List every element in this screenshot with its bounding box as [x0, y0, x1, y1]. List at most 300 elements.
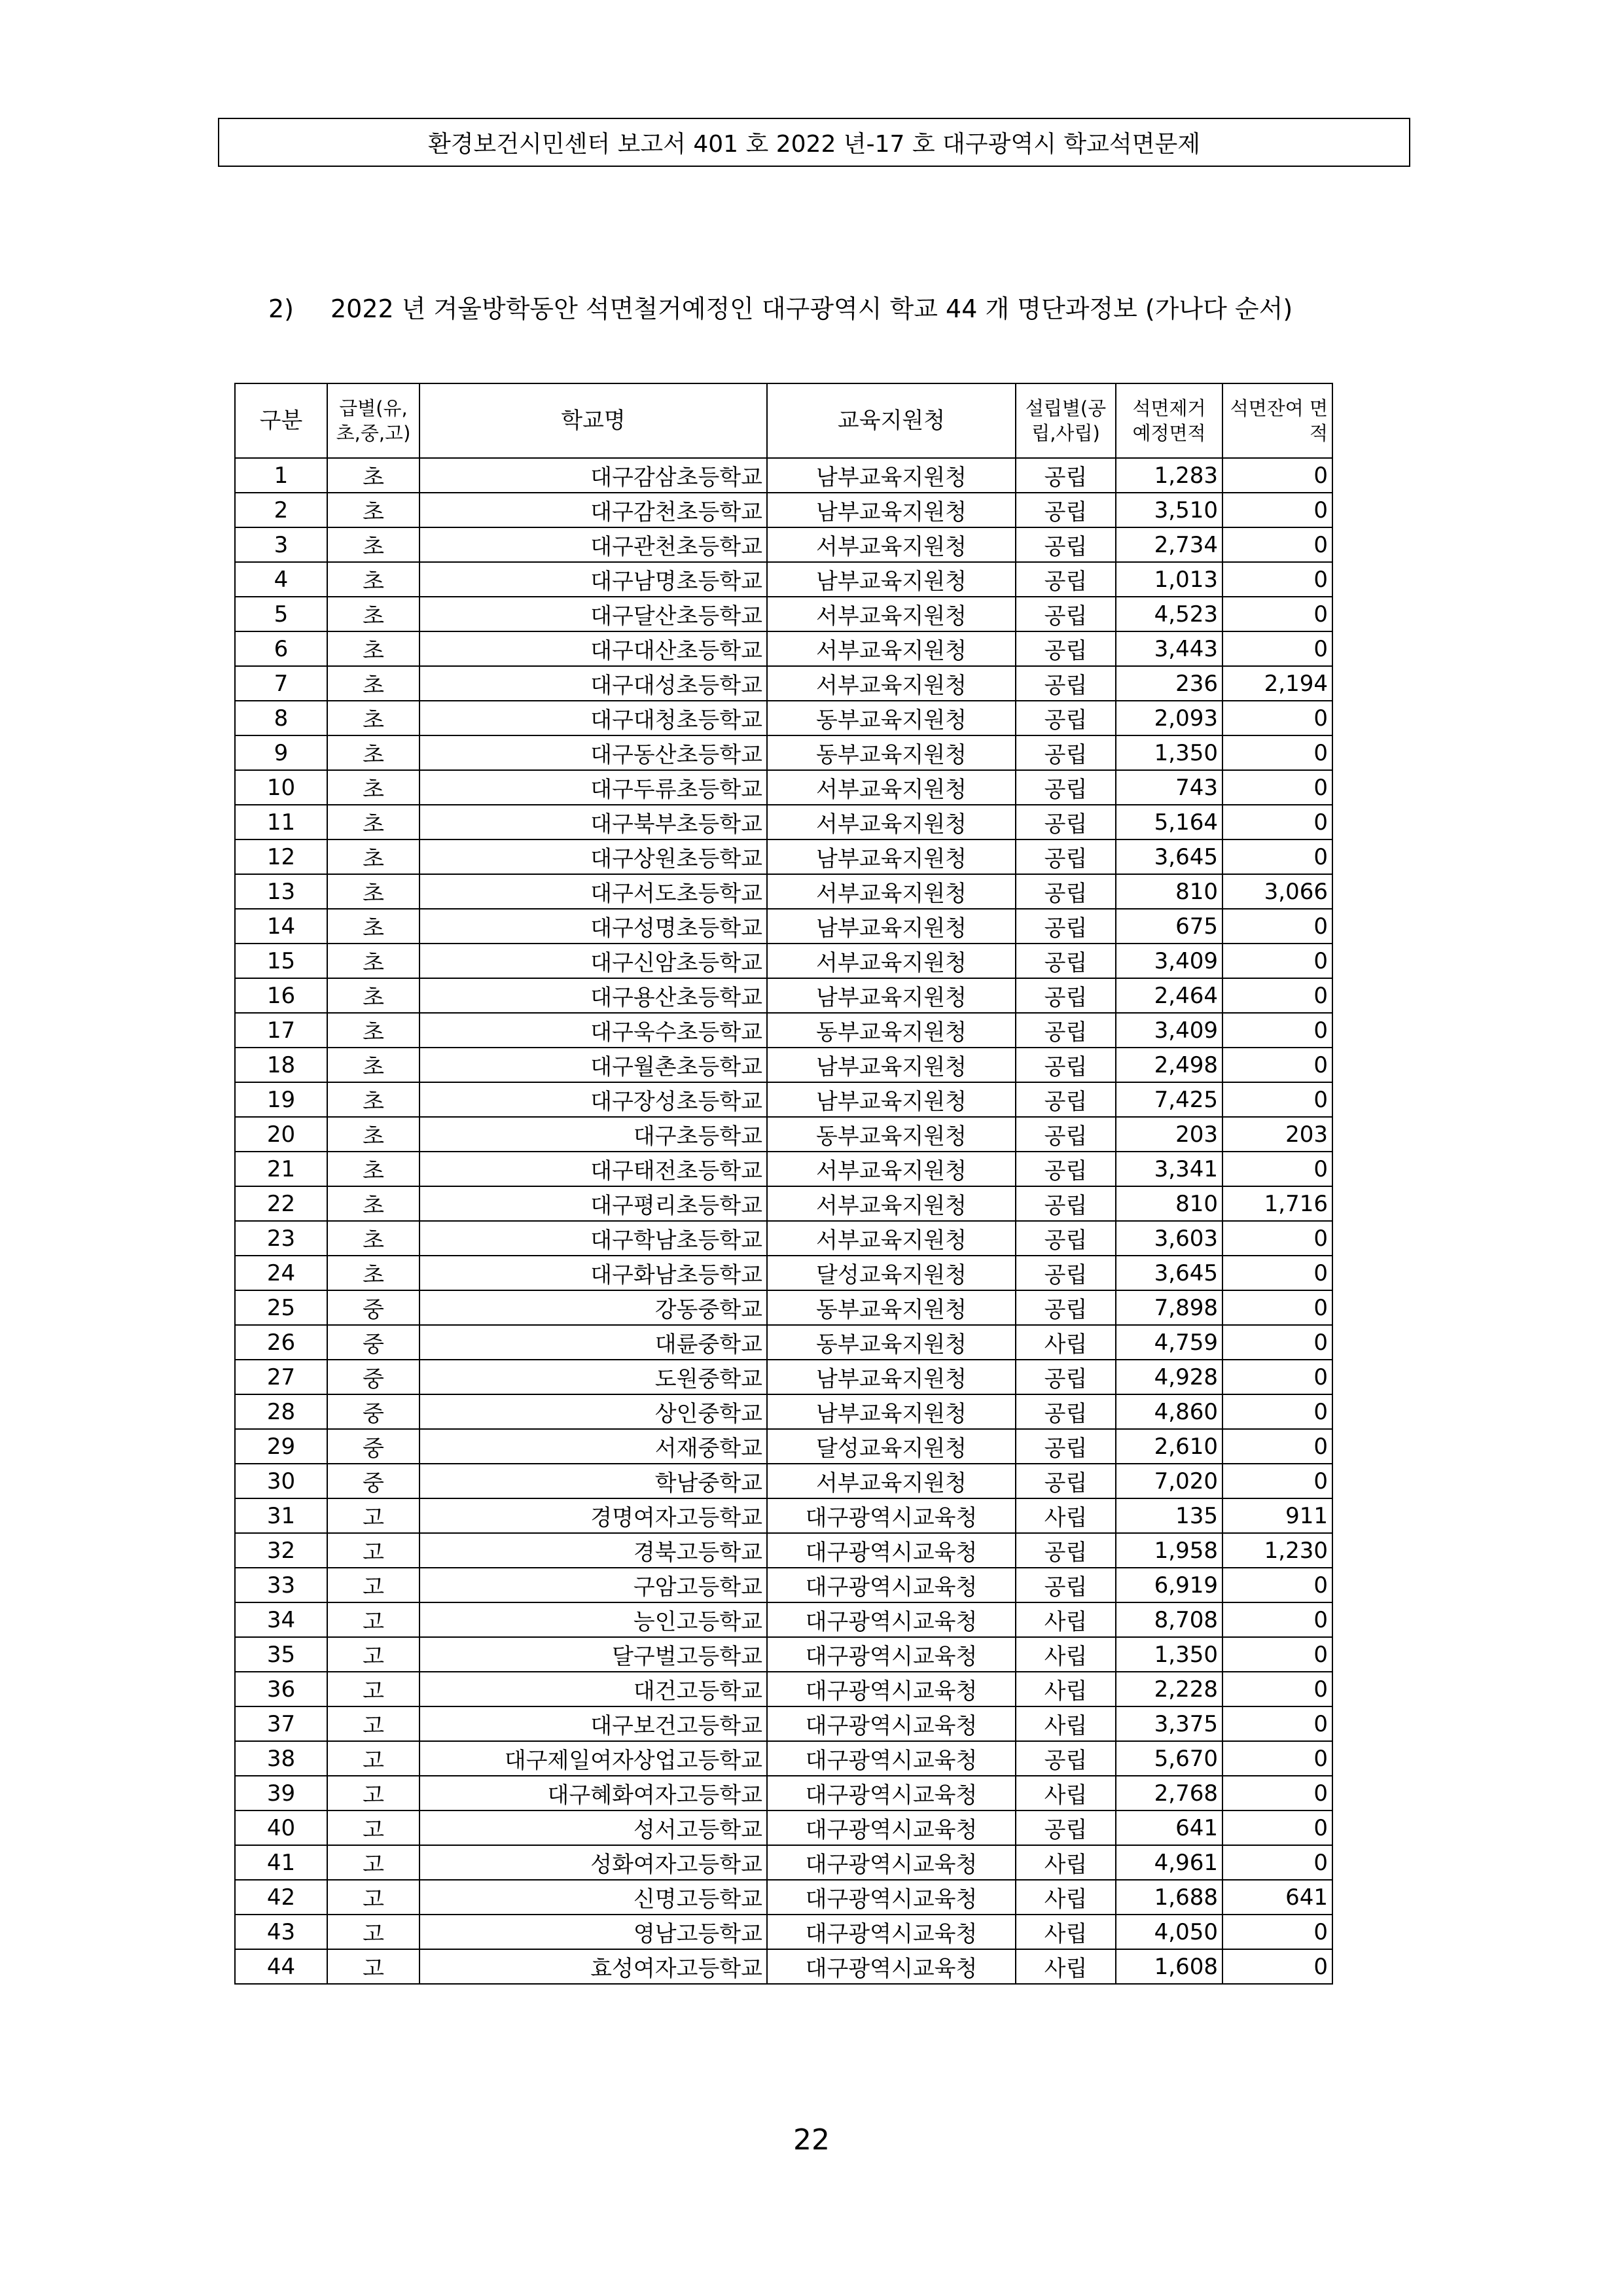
school-name-cell: 대륜중학교	[419, 1325, 767, 1360]
row-number-cell: 31	[235, 1498, 327, 1533]
founding-type-cell: 공립	[1016, 1464, 1116, 1498]
school-name-cell: 구암고등학교	[419, 1568, 767, 1602]
founding-type-cell: 공립	[1016, 493, 1116, 527]
school-level-cell: 중	[327, 1394, 419, 1429]
row-number-cell: 3	[235, 527, 327, 562]
education-office-cell: 남부교육지원청	[767, 1360, 1016, 1394]
remaining-area-cell: 641	[1222, 1880, 1332, 1915]
school-level-cell: 초	[327, 978, 419, 1013]
removal-area-cell: 1,013	[1116, 562, 1222, 597]
founding-type-cell: 공립	[1016, 944, 1116, 978]
school-level-cell: 고	[327, 1915, 419, 1949]
remaining-area-cell: 2,194	[1222, 666, 1332, 701]
remaining-area-cell: 0	[1222, 1394, 1332, 1429]
row-number-cell: 12	[235, 839, 327, 874]
education-office-cell: 대구광역시교육청	[767, 1637, 1016, 1672]
education-office-cell: 남부교육지원청	[767, 562, 1016, 597]
school-level-cell: 고	[327, 1672, 419, 1706]
school-level-cell: 고	[327, 1810, 419, 1845]
page-number: 22	[793, 2123, 830, 2157]
school-name-cell: 대구감삼초등학교	[419, 458, 767, 493]
header-level: 급별(유,초,중,고)	[327, 383, 419, 458]
table-row	[235, 909, 1332, 944]
school-level-cell: 중	[327, 1464, 419, 1498]
row-number-cell: 9	[235, 735, 327, 770]
founding-type-cell: 공립	[1016, 527, 1116, 562]
row-number-cell: 18	[235, 1048, 327, 1082]
education-office-cell: 서부교육지원청	[767, 631, 1016, 666]
school-name-cell: 대구대청초등학교	[419, 701, 767, 735]
school-level-cell: 고	[327, 1776, 419, 1810]
school-level-cell: 초	[327, 805, 419, 839]
education-office-cell: 서부교육지원청	[767, 874, 1016, 909]
remaining-area-cell: 0	[1222, 1706, 1332, 1741]
removal-area-cell: 3,443	[1116, 631, 1222, 666]
school-level-cell: 초	[327, 1186, 419, 1221]
table-row	[235, 1082, 1332, 1117]
school-level-cell: 초	[327, 1152, 419, 1186]
remaining-area-cell: 0	[1222, 701, 1332, 735]
founding-type-cell: 공립	[1016, 978, 1116, 1013]
school-name-cell: 달구벌고등학교	[419, 1637, 767, 1672]
table-row	[235, 1464, 1332, 1498]
removal-area-cell: 4,961	[1116, 1845, 1222, 1880]
education-office-cell: 남부교육지원청	[767, 839, 1016, 874]
removal-area-cell: 5,164	[1116, 805, 1222, 839]
education-office-cell: 동부교육지원청	[767, 735, 1016, 770]
removal-area-cell: 1,608	[1116, 1949, 1222, 1984]
founding-type-cell: 사립	[1016, 1915, 1116, 1949]
founding-type-cell: 공립	[1016, 458, 1116, 493]
education-office-cell: 대구광역시교육청	[767, 1741, 1016, 1776]
removal-area-cell: 2,768	[1116, 1776, 1222, 1810]
table-row	[235, 1117, 1332, 1152]
school-name-cell: 대구감천초등학교	[419, 493, 767, 527]
removal-area-cell: 4,523	[1116, 597, 1222, 631]
founding-type-cell: 사립	[1016, 1880, 1116, 1915]
school-name-cell: 경북고등학교	[419, 1533, 767, 1568]
founding-type-cell: 공립	[1016, 1810, 1116, 1845]
founding-type-cell: 공립	[1016, 1082, 1116, 1117]
school-level-cell: 고	[327, 1498, 419, 1533]
removal-area-cell: 4,759	[1116, 1325, 1222, 1360]
table-row	[235, 944, 1332, 978]
school-name-cell: 대구두류초등학교	[419, 770, 767, 805]
row-number-cell: 40	[235, 1810, 327, 1845]
row-number-cell: 28	[235, 1394, 327, 1429]
row-number-cell: 33	[235, 1568, 327, 1602]
founding-type-cell: 공립	[1016, 805, 1116, 839]
school-name-cell: 서재중학교	[419, 1429, 767, 1464]
remaining-area-cell: 0	[1222, 1048, 1332, 1082]
removal-area-cell: 6,919	[1116, 1568, 1222, 1602]
removal-area-cell: 810	[1116, 874, 1222, 909]
founding-type-cell: 사립	[1016, 1672, 1116, 1706]
row-number-cell: 17	[235, 1013, 327, 1048]
school-name-cell: 능인고등학교	[419, 1602, 767, 1637]
school-name-cell: 대구장성초등학교	[419, 1082, 767, 1117]
founding-type-cell: 공립	[1016, 1533, 1116, 1568]
founding-type-cell: 공립	[1016, 1186, 1116, 1221]
school-name-cell: 효성여자고등학교	[419, 1949, 767, 1984]
founding-type-cell: 공립	[1016, 631, 1116, 666]
row-number-cell: 13	[235, 874, 327, 909]
education-office-cell: 대구광역시교육청	[767, 1568, 1016, 1602]
header-type: 설립별(공립,사립)	[1016, 383, 1116, 458]
education-office-cell: 서부교육지원청	[767, 944, 1016, 978]
row-number-cell: 23	[235, 1221, 327, 1256]
removal-area-cell: 4,050	[1116, 1915, 1222, 1949]
school-level-cell: 초	[327, 1048, 419, 1082]
school-name-cell: 대구보건고등학교	[419, 1706, 767, 1741]
education-office-cell: 서부교육지원청	[767, 1186, 1016, 1221]
school-name-cell: 대구달산초등학교	[419, 597, 767, 631]
founding-type-cell: 사립	[1016, 1498, 1116, 1533]
removal-area-cell: 1,350	[1116, 1637, 1222, 1672]
remaining-area-cell: 0	[1222, 493, 1332, 527]
section-number: 2)	[268, 294, 294, 323]
school-name-cell: 대구월촌초등학교	[419, 1048, 767, 1082]
row-number-cell: 25	[235, 1290, 327, 1325]
education-office-cell: 대구광역시교육청	[767, 1498, 1016, 1533]
school-level-cell: 고	[327, 1706, 419, 1741]
table-header-row	[235, 383, 1332, 458]
founding-type-cell: 공립	[1016, 701, 1116, 735]
education-office-cell: 달성교육지원청	[767, 1429, 1016, 1464]
education-office-cell: 서부교육지원청	[767, 666, 1016, 701]
table-row	[235, 978, 1332, 1013]
school-level-cell: 고	[327, 1637, 419, 1672]
school-name-cell: 대구서도초등학교	[419, 874, 767, 909]
education-office-cell: 동부교육지원청	[767, 701, 1016, 735]
remaining-area-cell: 0	[1222, 458, 1332, 493]
education-office-cell: 동부교육지원청	[767, 1325, 1016, 1360]
table-row	[235, 562, 1332, 597]
education-office-cell: 대구광역시교육청	[767, 1810, 1016, 1845]
row-number-cell: 7	[235, 666, 327, 701]
school-name-cell: 신명고등학교	[419, 1880, 767, 1915]
removal-area-cell: 3,603	[1116, 1221, 1222, 1256]
row-number-cell: 4	[235, 562, 327, 597]
founding-type-cell: 공립	[1016, 770, 1116, 805]
removal-area-cell: 3,341	[1116, 1152, 1222, 1186]
school-name-cell: 대구용산초등학교	[419, 978, 767, 1013]
table-row	[235, 805, 1332, 839]
school-level-cell: 초	[327, 1013, 419, 1048]
row-number-cell: 42	[235, 1880, 327, 1915]
removal-area-cell: 810	[1116, 1186, 1222, 1221]
education-office-cell: 남부교육지원청	[767, 493, 1016, 527]
table-row	[235, 1186, 1332, 1221]
school-table-wrapper	[234, 383, 1333, 1985]
table-row	[235, 1256, 1332, 1290]
education-office-cell: 남부교육지원청	[767, 978, 1016, 1013]
table-row	[235, 1949, 1332, 1984]
school-name-cell: 대건고등학교	[419, 1672, 767, 1706]
school-name-cell: 대구대산초등학교	[419, 631, 767, 666]
founding-type-cell: 공립	[1016, 909, 1116, 944]
row-number-cell: 32	[235, 1533, 327, 1568]
row-number-cell: 22	[235, 1186, 327, 1221]
row-number-cell: 35	[235, 1637, 327, 1672]
table-row	[235, 1845, 1332, 1880]
remaining-area-cell: 0	[1222, 1325, 1332, 1360]
row-number-cell: 44	[235, 1949, 327, 1984]
table-row	[235, 839, 1332, 874]
removal-area-cell: 3,409	[1116, 1013, 1222, 1048]
remaining-area-cell: 0	[1222, 1845, 1332, 1880]
table-row	[235, 1915, 1332, 1949]
remaining-area-cell: 0	[1222, 1429, 1332, 1464]
removal-area-cell: 2,228	[1116, 1672, 1222, 1706]
school-name-cell: 대구제일여자상업고등학교	[419, 1741, 767, 1776]
removal-area-cell: 236	[1116, 666, 1222, 701]
remaining-area-cell: 1,716	[1222, 1186, 1332, 1221]
table-row	[235, 1880, 1332, 1915]
table-row	[235, 1360, 1332, 1394]
row-number-cell: 21	[235, 1152, 327, 1186]
removal-area-cell: 2,610	[1116, 1429, 1222, 1464]
removal-area-cell: 203	[1116, 1117, 1222, 1152]
education-office-cell: 대구광역시교육청	[767, 1533, 1016, 1568]
school-name-cell: 성서고등학교	[419, 1810, 767, 1845]
table-row	[235, 1325, 1332, 1360]
removal-area-cell: 2,734	[1116, 527, 1222, 562]
remaining-area-cell: 0	[1222, 978, 1332, 1013]
remaining-area-cell: 0	[1222, 735, 1332, 770]
table-row	[235, 527, 1332, 562]
row-number-cell: 38	[235, 1741, 327, 1776]
section-title: 2022 년 겨울방학동안 석면철거예정인 대구광역시 학교 44 개 명단과정보 (가나다 순서)	[330, 294, 1293, 323]
school-level-cell: 초	[327, 458, 419, 493]
school-level-cell: 중	[327, 1290, 419, 1325]
remaining-area-cell: 0	[1222, 562, 1332, 597]
school-name-cell: 상인중학교	[419, 1394, 767, 1429]
remaining-area-cell: 0	[1222, 909, 1332, 944]
school-name-cell: 대구성명초등학교	[419, 909, 767, 944]
school-name-cell: 대구신암초등학교	[419, 944, 767, 978]
remaining-area-cell: 0	[1222, 1810, 1332, 1845]
removal-area-cell: 1,283	[1116, 458, 1222, 493]
removal-area-cell: 135	[1116, 1498, 1222, 1533]
row-number-cell: 29	[235, 1429, 327, 1464]
row-number-cell: 1	[235, 458, 327, 493]
header-school: 학교명	[419, 383, 767, 458]
founding-type-cell: 공립	[1016, 1360, 1116, 1394]
education-office-cell: 대구광역시교육청	[767, 1706, 1016, 1741]
row-number-cell: 34	[235, 1602, 327, 1637]
education-office-cell: 대구광역시교육청	[767, 1776, 1016, 1810]
school-name-cell: 대구혜화여자고등학교	[419, 1776, 767, 1810]
school-name-cell: 대구남명초등학교	[419, 562, 767, 597]
school-level-cell: 고	[327, 1845, 419, 1880]
school-level-cell: 초	[327, 666, 419, 701]
header-remaining-area: 석면잔여 면적	[1222, 383, 1332, 458]
founding-type-cell: 공립	[1016, 1290, 1116, 1325]
table-row	[235, 1394, 1332, 1429]
remaining-area-cell: 0	[1222, 1360, 1332, 1394]
remaining-area-cell: 0	[1222, 631, 1332, 666]
education-office-cell: 남부교육지원청	[767, 1048, 1016, 1082]
removal-area-cell: 641	[1116, 1810, 1222, 1845]
remaining-area-cell: 0	[1222, 1290, 1332, 1325]
table-row	[235, 1637, 1332, 1672]
school-level-cell: 중	[327, 1325, 419, 1360]
remaining-area-cell: 0	[1222, 1915, 1332, 1949]
school-table	[234, 383, 1333, 1985]
school-level-cell: 초	[327, 527, 419, 562]
founding-type-cell: 사립	[1016, 1949, 1116, 1984]
report-header	[218, 118, 1410, 167]
school-level-cell: 초	[327, 1082, 419, 1117]
founding-type-cell: 공립	[1016, 1048, 1116, 1082]
school-level-cell: 초	[327, 1221, 419, 1256]
remaining-area-cell: 0	[1222, 1637, 1332, 1672]
table-row	[235, 1498, 1332, 1533]
founding-type-cell: 공립	[1016, 562, 1116, 597]
education-office-cell: 서부교육지원청	[767, 1221, 1016, 1256]
removal-area-cell: 743	[1116, 770, 1222, 805]
education-office-cell: 대구광역시교육청	[767, 1949, 1016, 1984]
education-office-cell: 서부교육지원청	[767, 597, 1016, 631]
school-level-cell: 고	[327, 1741, 419, 1776]
removal-area-cell: 675	[1116, 909, 1222, 944]
remaining-area-cell: 0	[1222, 1221, 1332, 1256]
row-number-cell: 24	[235, 1256, 327, 1290]
school-name-cell: 성화여자고등학교	[419, 1845, 767, 1880]
row-number-cell: 10	[235, 770, 327, 805]
founding-type-cell: 공립	[1016, 597, 1116, 631]
school-name-cell: 대구관천초등학교	[419, 527, 767, 562]
report-header-title: 환경보건시민센터 보고서 401 호 2022 년-17 호 대구광역시 학교석면문제	[427, 131, 1201, 158]
education-office-cell: 서부교육지원청	[767, 770, 1016, 805]
remaining-area-cell: 0	[1222, 770, 1332, 805]
table-body	[235, 458, 1332, 1984]
school-name-cell: 강동중학교	[419, 1290, 767, 1325]
education-office-cell: 대구광역시교육청	[767, 1602, 1016, 1637]
education-office-cell: 대구광역시교육청	[767, 1880, 1016, 1915]
education-office-cell: 서부교육지원청	[767, 1464, 1016, 1498]
education-office-cell: 대구광역시교육청	[767, 1915, 1016, 1949]
row-number-cell: 20	[235, 1117, 327, 1152]
table-row	[235, 735, 1332, 770]
school-level-cell: 초	[327, 1256, 419, 1290]
row-number-cell: 26	[235, 1325, 327, 1360]
removal-area-cell: 3,375	[1116, 1706, 1222, 1741]
school-level-cell: 초	[327, 597, 419, 631]
education-office-cell: 서부교육지원청	[767, 1152, 1016, 1186]
founding-type-cell: 공립	[1016, 735, 1116, 770]
education-office-cell: 남부교육지원청	[767, 458, 1016, 493]
education-office-cell: 대구광역시교육청	[767, 1672, 1016, 1706]
table-row	[235, 1152, 1332, 1186]
school-level-cell: 고	[327, 1880, 419, 1915]
removal-area-cell: 4,860	[1116, 1394, 1222, 1429]
remaining-area-cell: 911	[1222, 1498, 1332, 1533]
founding-type-cell: 공립	[1016, 1256, 1116, 1290]
founding-type-cell: 공립	[1016, 1741, 1116, 1776]
table-row	[235, 1221, 1332, 1256]
school-name-cell: 대구상원초등학교	[419, 839, 767, 874]
school-level-cell: 초	[327, 562, 419, 597]
removal-area-cell: 4,928	[1116, 1360, 1222, 1394]
row-number-cell: 16	[235, 978, 327, 1013]
removal-area-cell: 7,898	[1116, 1290, 1222, 1325]
school-level-cell: 고	[327, 1949, 419, 1984]
education-office-cell: 대구광역시교육청	[767, 1845, 1016, 1880]
row-number-cell: 14	[235, 909, 327, 944]
removal-area-cell: 3,645	[1116, 1256, 1222, 1290]
school-level-cell: 초	[327, 631, 419, 666]
founding-type-cell: 공립	[1016, 1568, 1116, 1602]
education-office-cell: 남부교육지원청	[767, 909, 1016, 944]
row-number-cell: 19	[235, 1082, 327, 1117]
remaining-area-cell: 0	[1222, 1672, 1332, 1706]
school-name-cell: 대구화남초등학교	[419, 1256, 767, 1290]
table-row	[235, 631, 1332, 666]
remaining-area-cell: 1,230	[1222, 1533, 1332, 1568]
table-row	[235, 1776, 1332, 1810]
table-row	[235, 1568, 1332, 1602]
school-level-cell: 고	[327, 1533, 419, 1568]
table-row	[235, 874, 1332, 909]
remaining-area-cell: 0	[1222, 1013, 1332, 1048]
row-number-cell: 2	[235, 493, 327, 527]
founding-type-cell: 공립	[1016, 666, 1116, 701]
school-name-cell: 대구학남초등학교	[419, 1221, 767, 1256]
row-number-cell: 41	[235, 1845, 327, 1880]
remaining-area-cell: 0	[1222, 805, 1332, 839]
school-level-cell: 고	[327, 1568, 419, 1602]
removal-area-cell: 2,093	[1116, 701, 1222, 735]
remaining-area-cell: 0	[1222, 1152, 1332, 1186]
row-number-cell: 37	[235, 1706, 327, 1741]
founding-type-cell: 사립	[1016, 1845, 1116, 1880]
table-row	[235, 597, 1332, 631]
school-name-cell: 경명여자고등학교	[419, 1498, 767, 1533]
removal-area-cell: 1,350	[1116, 735, 1222, 770]
removal-area-cell: 1,688	[1116, 1880, 1222, 1915]
remaining-area-cell: 0	[1222, 1741, 1332, 1776]
remaining-area-cell: 0	[1222, 1602, 1332, 1637]
removal-area-cell: 8,708	[1116, 1602, 1222, 1637]
school-level-cell: 초	[327, 493, 419, 527]
education-office-cell: 달성교육지원청	[767, 1256, 1016, 1290]
row-number-cell: 30	[235, 1464, 327, 1498]
table-row	[235, 666, 1332, 701]
remaining-area-cell: 0	[1222, 944, 1332, 978]
table-row	[235, 1602, 1332, 1637]
founding-type-cell: 공립	[1016, 1429, 1116, 1464]
school-name-cell: 대구태전초등학교	[419, 1152, 767, 1186]
education-office-cell: 서부교육지원청	[767, 527, 1016, 562]
school-name-cell: 도원중학교	[419, 1360, 767, 1394]
founding-type-cell: 사립	[1016, 1706, 1116, 1741]
remaining-area-cell: 0	[1222, 527, 1332, 562]
remaining-area-cell: 3,066	[1222, 874, 1332, 909]
school-level-cell: 고	[327, 1602, 419, 1637]
table-row	[235, 1013, 1332, 1048]
header-office: 교육지원청	[767, 383, 1016, 458]
school-name-cell: 대구초등학교	[419, 1117, 767, 1152]
row-number-cell: 6	[235, 631, 327, 666]
school-level-cell: 초	[327, 874, 419, 909]
founding-type-cell: 공립	[1016, 1221, 1116, 1256]
school-name-cell: 영남고등학교	[419, 1915, 767, 1949]
school-name-cell: 학남중학교	[419, 1464, 767, 1498]
remaining-area-cell: 0	[1222, 1256, 1332, 1290]
education-office-cell: 동부교육지원청	[767, 1290, 1016, 1325]
